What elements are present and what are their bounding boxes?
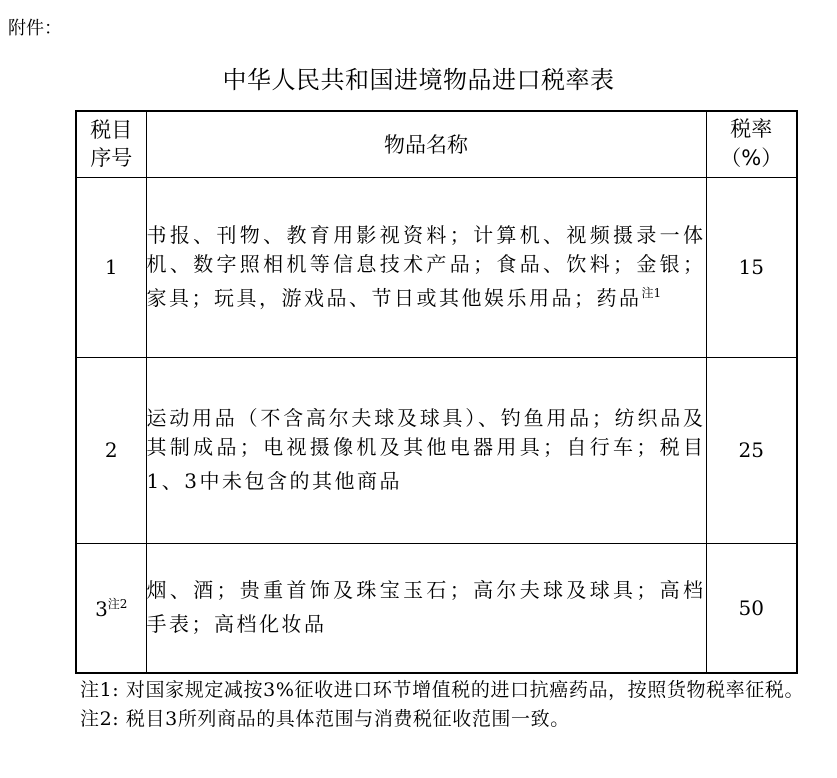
- row-items: 烟、酒；贵重首饰及珠宝玉石；高尔夫球及球具；高档手表；高档化妆品: [146, 543, 706, 673]
- row-items-note: 注1: [641, 286, 662, 300]
- row-number: 1: [76, 177, 146, 357]
- row-items: 书报、刊物、教育用影视资料；计算机、视频摄录一体机、数字照相机等信息技术产品；食品、饮料；金银；家具；玩具，游戏品、节日或其他娱乐用品；药品$^{注1}$: [146, 177, 706, 357]
- row-number-note: 注2: [107, 596, 128, 611]
- header-number-line1: 税目: [90, 118, 133, 143]
- header-item-number: [76, 111, 146, 177]
- header-rate-line2: （%）: [720, 146, 783, 171]
- row-rate: 25: [706, 357, 797, 543]
- row-number: 3$^{注2}$: [76, 543, 146, 673]
- row-items: 运动用品（不含高尔夫球及球具）、钓鱼用品；纺织品及其制成品；电视摄像机及其他电器用具；自行车；税目1、3中未包含的其他商品: [146, 357, 706, 543]
- tax-rate-table: [75, 110, 798, 674]
- footnote-1: 注1: 对国家规定减按3%征收进口环节增值税的进口抗癌药品，按照货物税率征税。: [80, 679, 805, 701]
- row-number: 2: [76, 357, 146, 543]
- table-row: [76, 357, 797, 543]
- header-rate: [706, 111, 797, 177]
- row-rate: 50: [706, 543, 797, 673]
- table-row: [76, 543, 797, 673]
- table-row: [76, 177, 797, 357]
- table-header-row: [76, 111, 797, 177]
- attachment-label: 附件：: [8, 18, 62, 39]
- header-item-name: 物品名称: [146, 111, 706, 177]
- row-rate: 15: [706, 177, 797, 357]
- footnote-2: 注2: 税目3所列商品的具体范围与消费税征收范围一致。: [80, 708, 570, 730]
- header-number-line2: 序号: [90, 146, 133, 171]
- footnotes: [80, 676, 805, 734]
- page-title: 中华人民共和国进境物品进口税率表: [222, 66, 615, 94]
- header-rate-line1: 税率: [730, 117, 773, 142]
